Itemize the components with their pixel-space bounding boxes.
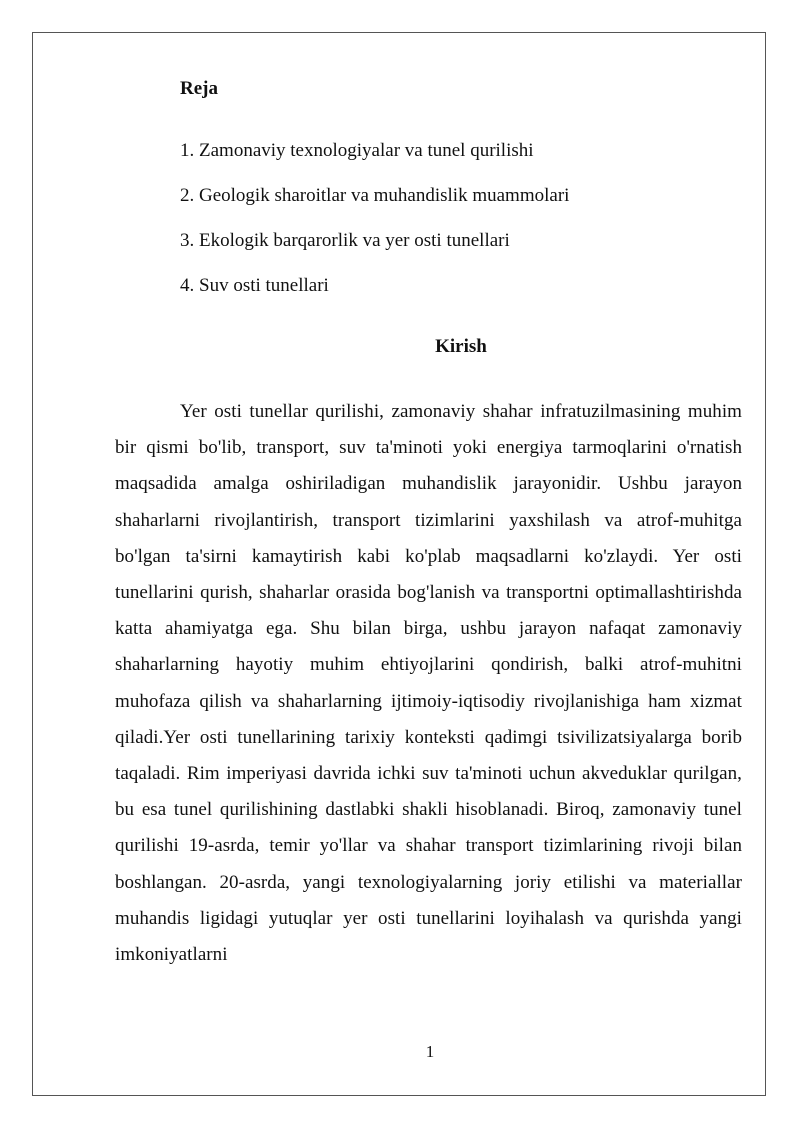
plan-item: 1. Zamonaviy texnologiyalar va tunel qurilishi <box>180 140 534 161</box>
plan-list <box>180 138 569 318</box>
introduction-paragraph: Yer osti tunellar qurilishi, zamonaviy shahar infratuzilmasining muhim bir qismi bo'lib, transport, suv ta'minoti yoki energiya tarmoqlarini o'rnatish maqsadida amalga oshiriladigan muhandislik jarayonidir. Ushbu jarayon shaharlarni rivojlantirish, transport tizimlarini yaxshilash va atrof-muhitga bo'lgan ta'sirni kamaytirish kabi ko'plab maqsadlarni ko'zlaydi. Yer osti tunellarini qurish, shaharlar orasida bog'lanish va transportni optimallashtirishda katta ahamiyatga ega. Shu bilan birga, ushbu jarayon nafaqat zamonaviy shaharlarning hayotiy muhim ehtiyojlarini qondirish, balki atrof-muhitni muhofaza qilish va shaharlarning ijtimoiy-iqtisodiy rivojlanishiga ham xizmat qiladi.Yer osti tunellarining tarixiy konteksti qadimgi tsivilizatsiyalarga borib taqaladi. Rim imperiyasi davrida ichki suv ta'minoti uchun akveduklar qurilgan, bu esa tunel qurilishining dastlabki shakli hisoblanadi. Biroq, zamonaviy tunel qurilishi 19-asrda, temir yo'llar va shahar transport tizimlarining rivoji bilan boshlangan. 20-asrda, yangi texnologiyalarning joriy etilishi va materiallar muhandis ligidagi yutuqlar yer osti tunellarini loyihalash va qurishda yangi imkoniyatlarni <box>115 401 742 966</box>
page-number: 1 <box>425 1042 435 1061</box>
plan-item: 2. Geologik sharoitlar va muhandislik muammolari <box>180 185 570 206</box>
plan-item: 3. Ekologik barqarorlik va yer osti tunellari <box>180 230 510 251</box>
introduction-heading: Kirish <box>435 336 487 357</box>
plan-item: 4. Suv osti tunellari <box>180 275 329 296</box>
plan-heading: Reja <box>180 78 218 99</box>
